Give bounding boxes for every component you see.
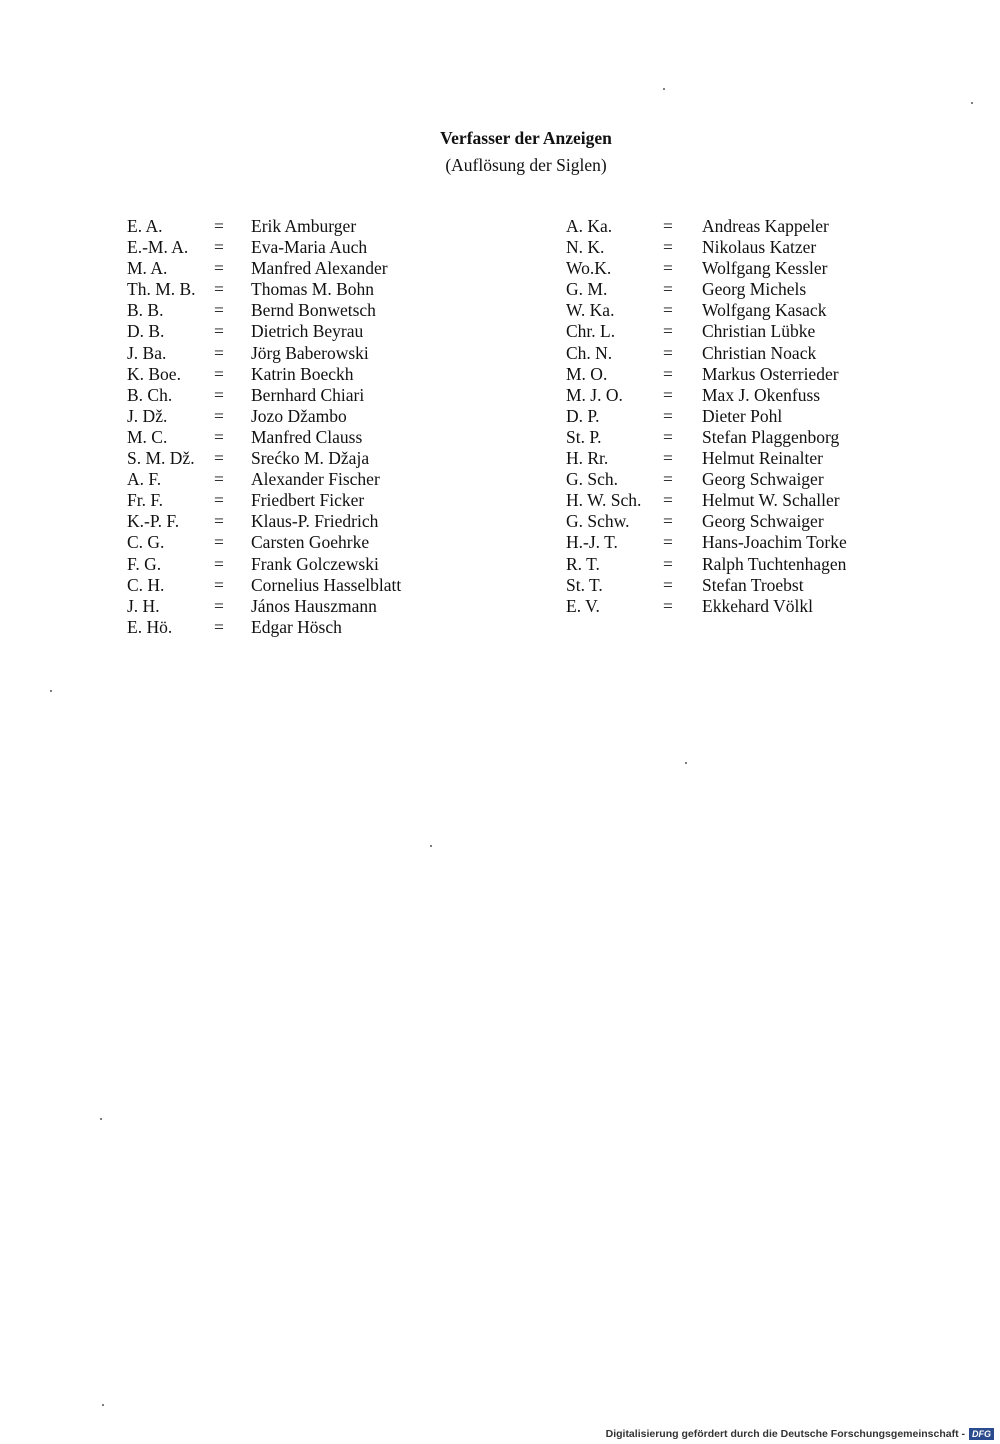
abbreviation: F. G. [127, 553, 162, 574]
equals-sign: = [214, 448, 224, 469]
author-name: Wolfgang Kessler [702, 258, 828, 279]
author-name: Helmut W. Schaller [702, 490, 840, 511]
abbreviation: H. W. Sch. [566, 490, 642, 511]
equals-sign: = [663, 363, 673, 384]
abbreviation: K.-P. F. [127, 511, 180, 532]
equals-sign: = [214, 469, 224, 490]
author-name: Christian Lübke [702, 321, 816, 342]
abbreviation: D. P. [566, 405, 600, 426]
author-name: Thomas M. Bohn [251, 279, 374, 300]
equals-sign: = [214, 511, 224, 532]
abbreviation: A. F. [127, 469, 162, 490]
abbreviation: Chr. L. [566, 321, 616, 342]
abbreviation: D. B. [127, 321, 165, 342]
equals-sign: = [214, 279, 224, 300]
equals-sign: = [214, 616, 224, 637]
author-name: Dieter Pohl [702, 405, 783, 426]
abbreviation: A. Ka. [566, 216, 613, 236]
abbreviation: C. G. [127, 532, 165, 553]
author-name: Edgar Hösch [251, 616, 342, 637]
abbreviation: H. Rr. [566, 448, 609, 469]
author-name: János Hauszmann [251, 595, 377, 616]
equals-sign: = [663, 553, 673, 574]
abbreviation: Fr. F. [127, 490, 164, 511]
equals-sign: = [663, 342, 673, 363]
equals-sign: = [663, 490, 673, 511]
author-name: Max J. Okenfuss [702, 384, 821, 405]
abbreviation: M. O. [566, 363, 608, 384]
abbreviation: Th. M. B. [127, 279, 196, 300]
abbreviation: K. Boe. [127, 363, 181, 384]
abbreviation: M. J. O. [566, 384, 623, 405]
author-name: Ralph Tuchtenhagen [702, 553, 847, 574]
equals-sign: = [214, 321, 224, 342]
equals-sign: = [663, 300, 673, 321]
abbreviation: St. T. [566, 574, 603, 595]
author-name: Andreas Kappeler [702, 216, 829, 236]
author-name: Erik Amburger [251, 216, 357, 236]
author-name: Manfred Clauss [251, 426, 363, 447]
author-name: Frank Golczewski [251, 553, 379, 574]
equals-sign: = [663, 237, 673, 258]
abbreviation: J. Ba. [127, 342, 167, 363]
equals-sign: = [214, 342, 224, 363]
equals-sign: = [663, 258, 673, 279]
author-name: Georg Schwaiger [702, 469, 824, 490]
abbreviation: St. P. [566, 426, 602, 447]
scan-speck [430, 845, 432, 847]
abbreviation: M. A. [127, 258, 168, 279]
author-name: Stefan Plaggenborg [702, 426, 840, 447]
abbreviation: N. K. [566, 237, 605, 258]
equals-sign: = [663, 405, 673, 426]
equals-sign: = [663, 384, 673, 405]
abbreviation: G. Sch. [566, 469, 619, 490]
abbreviation: M. C. [127, 426, 168, 447]
abbreviation: B. B. [127, 300, 164, 321]
equals-sign: = [663, 426, 673, 447]
equals-sign: = [663, 279, 673, 300]
author-name: Bernhard Chiari [251, 384, 365, 405]
dfg-logo: DFG [969, 1428, 994, 1440]
scan-speck [971, 102, 973, 104]
author-name: Klaus-P. Friedrich [251, 511, 379, 532]
equals-sign: = [663, 532, 673, 553]
author-name: Jörg Baberowski [251, 342, 369, 363]
author-name: Dietrich Beyrau [251, 321, 364, 342]
abbreviation: W. Ka. [566, 300, 615, 321]
abbreviation: C. H. [127, 574, 165, 595]
author-name: Ekkehard Völkl [702, 595, 813, 616]
equals-sign: = [663, 469, 673, 490]
scan-speck [685, 762, 687, 764]
equals-sign: = [214, 237, 224, 258]
abbreviation: G. M. [566, 279, 608, 300]
abbreviation: J. Dž. [127, 405, 168, 426]
author-name: Manfred Alexander [251, 258, 388, 279]
author-name: Eva-Maria Auch [251, 237, 368, 258]
scan-speck [102, 1404, 104, 1406]
author-name: Alexander Fischer [251, 469, 380, 490]
author-name: Wolfgang Kasack [702, 300, 827, 321]
equals-sign: = [214, 384, 224, 405]
abbreviation: E. Hö. [127, 616, 173, 637]
author-name: Christian Noack [702, 342, 817, 363]
abbreviation: E.-M. A. [127, 237, 189, 258]
author-name: Hans-Joachim Torke [702, 532, 847, 553]
equals-sign: = [214, 574, 224, 595]
equals-sign: = [214, 490, 224, 511]
page-subtitle: (Auflösung der Siglen) [445, 155, 607, 175]
author-name: Nikolaus Katzer [702, 237, 817, 258]
abbreviation: G. Schw. [566, 511, 630, 532]
abbreviation: J. H. [127, 595, 160, 616]
page-title: Verfasser der Anzeigen [440, 128, 612, 148]
equals-sign: = [663, 216, 673, 236]
equals-sign: = [214, 363, 224, 384]
abbreviation: R. T. [566, 553, 600, 574]
author-name: Stefan Troebst [702, 574, 804, 595]
footer [606, 1428, 994, 1440]
scan-speck [663, 88, 665, 90]
author-name: Markus Osterrieder [702, 363, 839, 384]
author-name: Srećko M. Džaja [251, 448, 370, 469]
equals-sign: = [214, 405, 224, 426]
abbreviation: Ch. N. [566, 342, 613, 363]
abbreviation: E. V. [566, 595, 600, 616]
equals-sign: = [214, 300, 224, 321]
author-name: Jozo Džambo [251, 405, 347, 426]
author-name: Friedbert Ficker [251, 490, 365, 511]
author-name: Georg Michels [702, 279, 807, 300]
equals-sign: = [214, 216, 224, 236]
author-name: Georg Schwaiger [702, 511, 824, 532]
equals-sign: = [214, 532, 224, 553]
equals-sign: = [663, 448, 673, 469]
author-name: Katrin Boeckh [251, 363, 354, 384]
author-name: Bernd Bonwetsch [251, 300, 376, 321]
equals-sign: = [663, 511, 673, 532]
author-name: Helmut Reinalter [702, 448, 824, 469]
equals-sign: = [663, 595, 673, 616]
abbreviation: H.-J. T. [566, 532, 618, 553]
equals-sign: = [663, 321, 673, 342]
scan-speck [50, 690, 52, 692]
author-name: Carsten Goehrke [251, 532, 370, 553]
abbreviation: Wo.K. [566, 258, 612, 279]
author-name: Cornelius Hasselblatt [251, 574, 402, 595]
abbreviation: B. Ch. [127, 384, 173, 405]
footer-text: Digitalisierung gefördert durch die Deutsche Forschungsgemeinschaft - [605, 1428, 965, 1440]
equals-sign: = [214, 553, 224, 574]
equals-sign: = [214, 426, 224, 447]
equals-sign: = [214, 258, 224, 279]
equals-sign: = [214, 595, 224, 616]
equals-sign: = [663, 574, 673, 595]
scan-speck [100, 1118, 102, 1120]
abbreviation: E. A. [127, 216, 163, 236]
abbreviation: S. M. Dž. [127, 448, 195, 469]
